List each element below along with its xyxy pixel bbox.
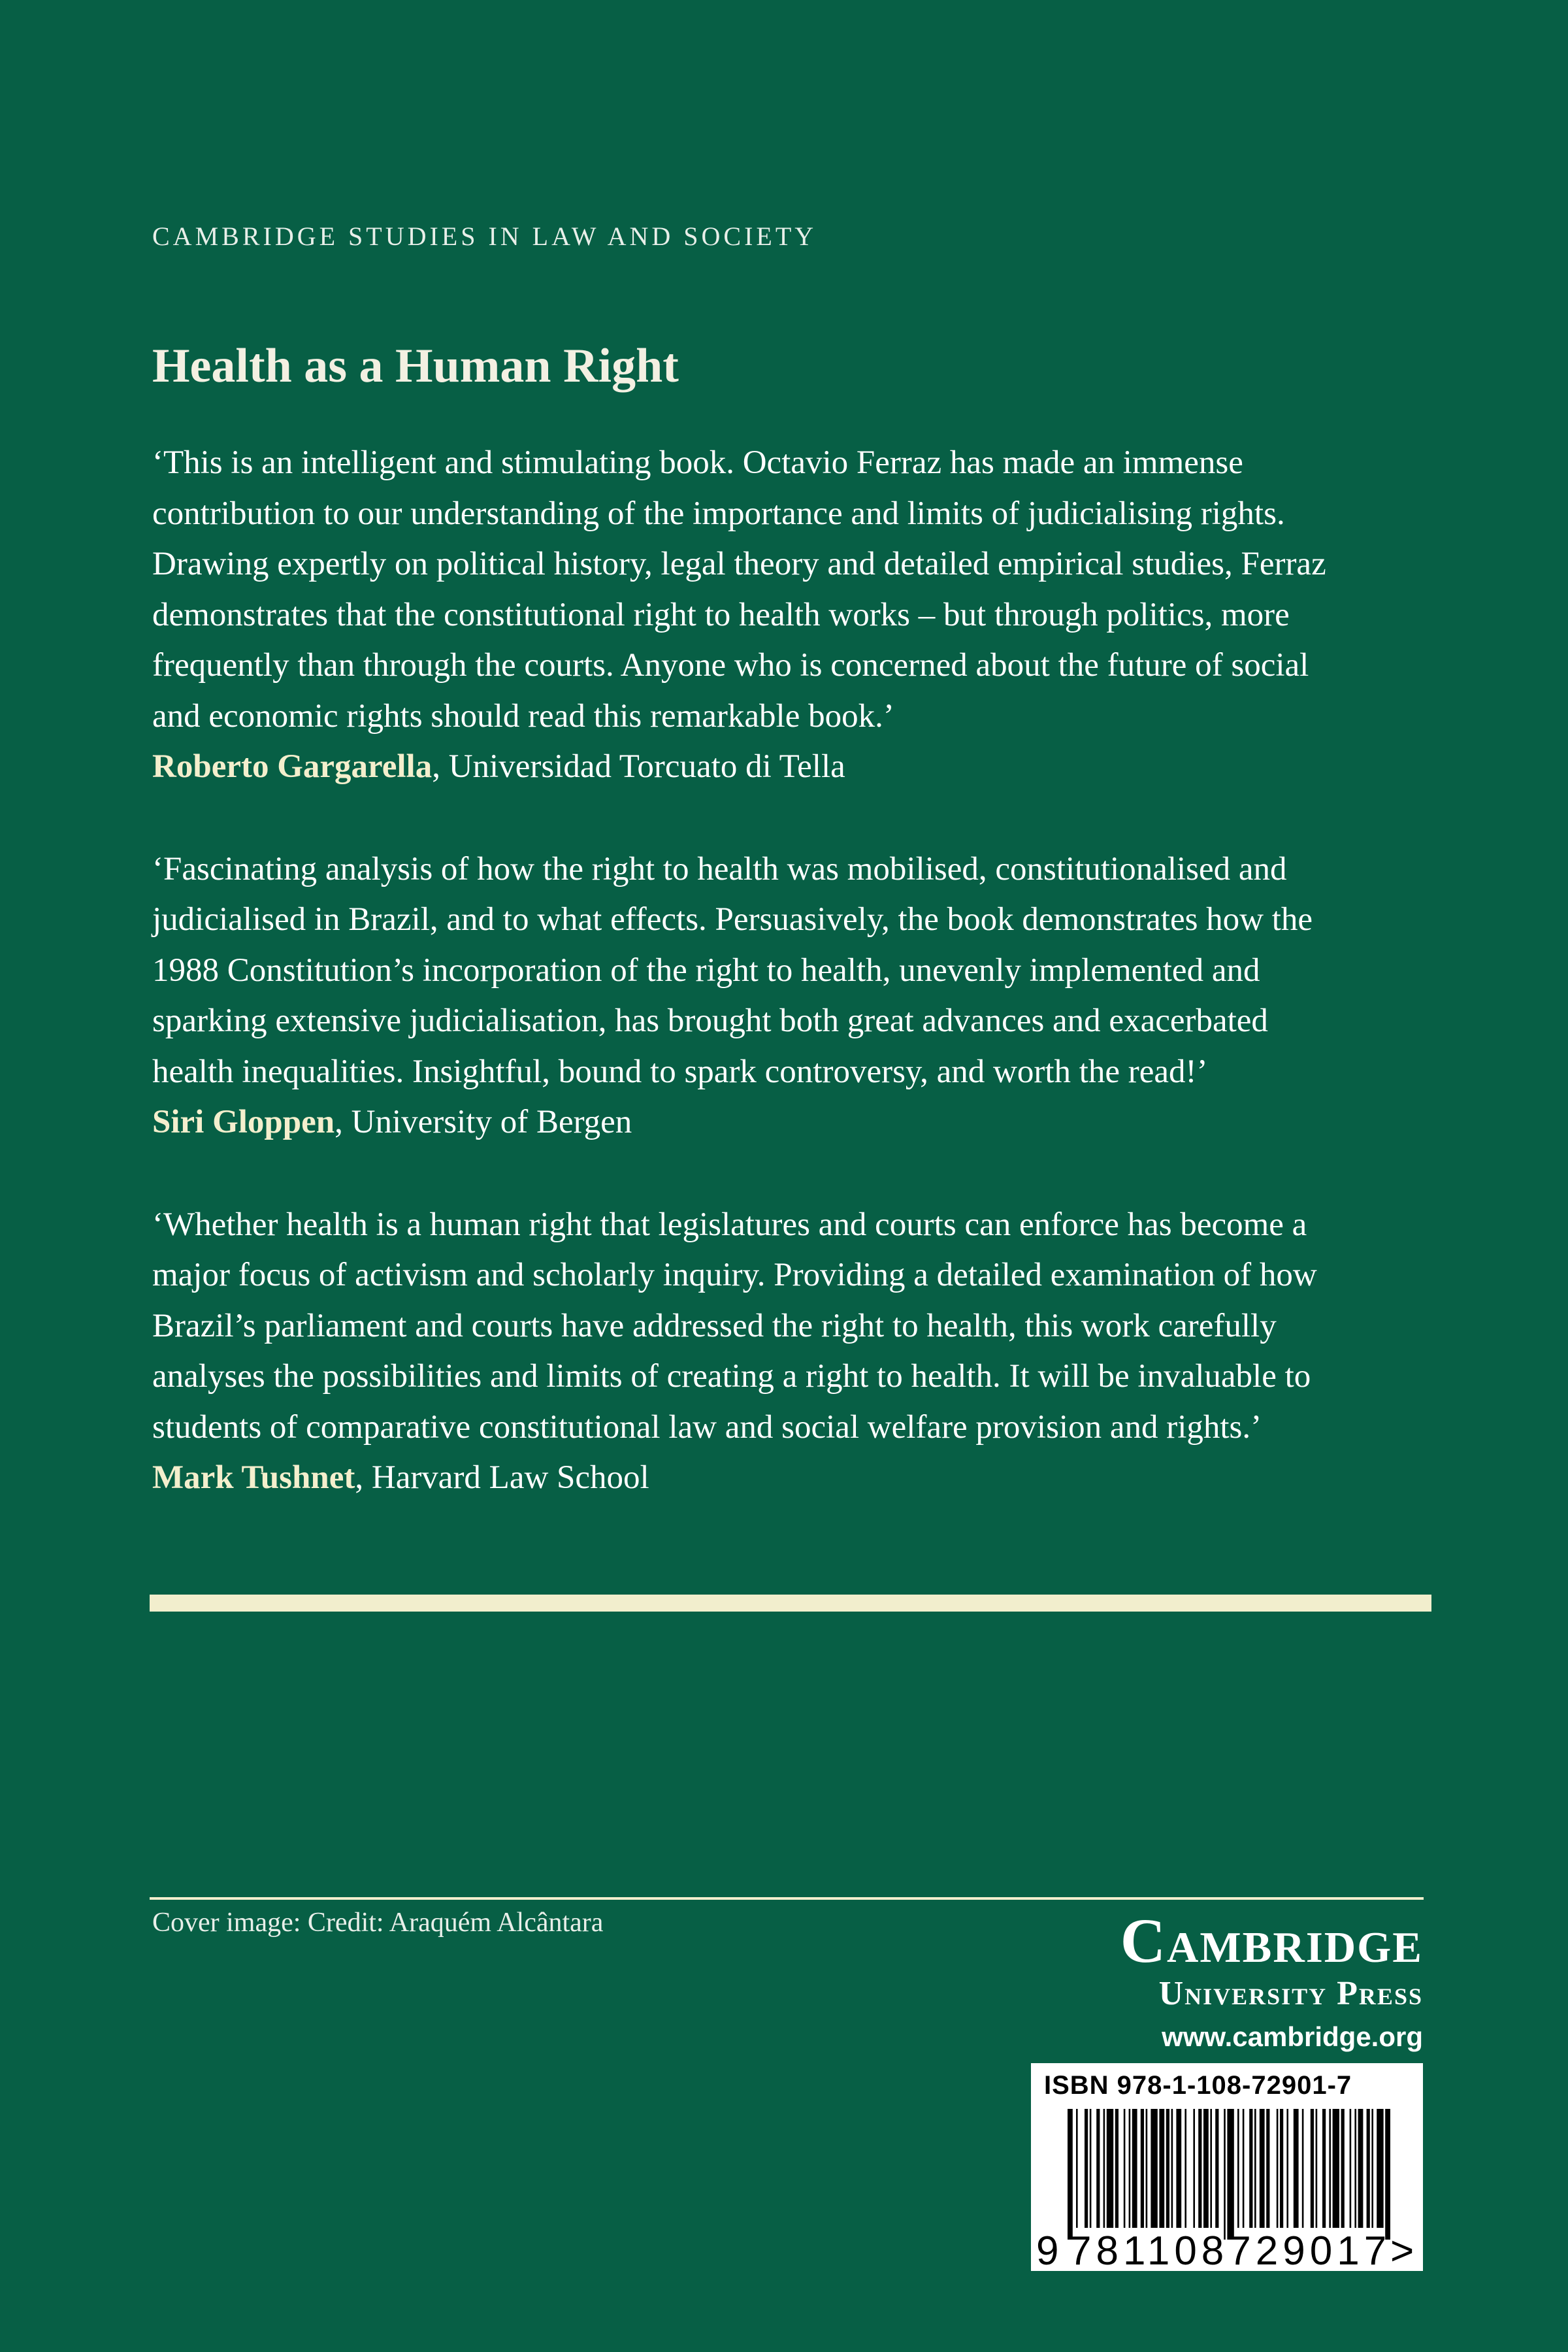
barcode-bar xyxy=(1132,2109,1137,2228)
quote-line: 1988 Constitution’s incorporation of the right to health, unevenly implemented and xyxy=(152,952,1260,989)
endorser-affiliation: , University of Bergen xyxy=(335,1104,632,1140)
publisher-url: www.cambridge.org xyxy=(1162,2021,1423,2052)
barcode-lead-digit: 9 xyxy=(1036,2228,1059,2274)
barcode-bar xyxy=(1215,2109,1218,2228)
divider-thick xyxy=(150,1595,1431,1612)
isbn-number: ISBN 978-1-108-72901-7 xyxy=(1044,2071,1352,2100)
barcode-bar xyxy=(1141,2109,1144,2228)
barcode-bar xyxy=(1151,2109,1157,2228)
barcode-bar xyxy=(1358,2109,1364,2228)
barcode-bar xyxy=(1103,2109,1105,2228)
barcode-bar xyxy=(1159,2109,1164,2228)
barcode-bar xyxy=(1294,2109,1299,2228)
quote-line: students of comparative constitutional law and social welfare provision and rights.’ xyxy=(152,1408,1262,1446)
quote-line: frequently than through the courts. Anyone who is concerned about the future of social xyxy=(152,647,1309,684)
barcode-bar xyxy=(1129,2109,1131,2228)
endorser-name: Roberto Gargarella xyxy=(152,748,433,785)
barcode-bar xyxy=(1210,2109,1212,2228)
barcode-bar xyxy=(1090,2109,1092,2228)
endorsements xyxy=(152,438,1433,1555)
barcode-bar xyxy=(1227,2109,1233,2240)
barcode-bar xyxy=(1333,2109,1339,2228)
endorser-name: Mark Tushnet xyxy=(152,1459,355,1496)
quote-line: and economic rights should read this remarkable book.’ xyxy=(152,697,894,735)
quote-line: health inequalities. Insightful, bound to spark controversy, and worth the read!’ xyxy=(152,1053,1208,1090)
quote-line: Drawing expertly on political history, legal theory and detailed empirical studies, Ferraz xyxy=(152,546,1326,582)
quote-line: demonstrates that the constitutional right to health works – but through politics, more xyxy=(152,596,1290,633)
barcode-bar xyxy=(1224,2109,1226,2240)
barcode-bar xyxy=(1280,2109,1283,2228)
barcode-bar xyxy=(1203,2109,1209,2228)
barcode-bar xyxy=(1350,2109,1352,2228)
book-title: Health as a Human Right xyxy=(152,339,679,393)
isbn-barcode xyxy=(1031,2063,1423,2274)
divider-thin xyxy=(150,1897,1424,1900)
barcode-bar xyxy=(1068,2109,1073,2240)
barcode-bar xyxy=(1302,2109,1304,2228)
publisher-name-text: Cambridge xyxy=(1120,1906,1423,1976)
endorser-affiliation: , Universidad Torcuato di Tella xyxy=(432,748,845,785)
barcode-bar xyxy=(1193,2109,1195,2228)
barcode-bar xyxy=(1311,2109,1314,2228)
quote-line: ‘This is an intelligent and stimulating book. Octavio Ferraz has made an immense xyxy=(152,444,1243,481)
barcode-bar xyxy=(1260,2109,1265,2228)
barcode-bar xyxy=(1322,2109,1326,2228)
barcode-bar xyxy=(1329,2109,1331,2228)
quote-line: analyses the possibilities and limits of creating a right to health. It will be invaluable to xyxy=(152,1358,1311,1395)
endorsement xyxy=(152,438,1433,793)
barcode-bar xyxy=(1198,2109,1201,2228)
barcode-bar xyxy=(1166,2109,1169,2228)
barcode-bar xyxy=(1277,2109,1279,2228)
barcode-arrow: > xyxy=(1390,2228,1414,2274)
barcode-bar xyxy=(1184,2109,1186,2228)
quote-line: ‘Fascinating analysis of how the right to health was mobilised, constitutionalised and xyxy=(152,850,1287,887)
barcode-bar xyxy=(1115,2109,1119,2228)
barcode-bar xyxy=(1146,2109,1148,2228)
cover-credit: Cover image: Credit: Araquém Alcântara xyxy=(152,1908,604,1938)
endorsement xyxy=(152,844,1433,1148)
endorser-name: Siri Gloppen xyxy=(152,1104,335,1140)
barcode-bar xyxy=(1385,2109,1390,2240)
barcode-bar xyxy=(1124,2109,1126,2228)
barcode-bar xyxy=(1237,2109,1239,2228)
endorser-affiliation: , Harvard Law School xyxy=(355,1459,649,1496)
barcode-bar xyxy=(1341,2109,1345,2228)
barcode-bar xyxy=(1266,2109,1269,2228)
publisher-logo xyxy=(1031,1908,1423,2060)
quote-line: judicialised in Brazil, and to what effects. Persuasively, the book demonstrates how the xyxy=(152,901,1313,938)
barcode-bar xyxy=(1107,2109,1113,2228)
barcode-bar xyxy=(1076,2109,1078,2228)
barcode-bar xyxy=(1171,2109,1173,2228)
endorser-attribution xyxy=(152,1453,1433,1504)
quote-line: contribution to our understanding of the importance and limits of judicialising rights. xyxy=(152,495,1285,532)
barcode-bar xyxy=(1367,2109,1370,2228)
series-title: CAMBRIDGE STUDIES IN LAW AND SOCIETY xyxy=(152,222,817,251)
barcode-bar xyxy=(1243,2109,1245,2228)
barcode-bar xyxy=(1316,2109,1318,2228)
publisher-subname-text: University Press xyxy=(1158,1975,1423,2012)
barcode-bar xyxy=(1249,2109,1252,2228)
quote-line: ‘Whether health is a human right that legislatures and courts can enforce has become a xyxy=(152,1206,1307,1243)
barcode-bar xyxy=(1096,2109,1100,2228)
quote-line: major focus of activism and scholarly inquiry. Providing a detailed examination of how xyxy=(152,1257,1317,1293)
barcode-digit-string: 781108729017 xyxy=(1069,2228,1392,2274)
barcode-bar xyxy=(1286,2109,1288,2228)
barcode-bar xyxy=(1377,2109,1383,2228)
publisher-name xyxy=(1031,1908,1423,1974)
endorsement xyxy=(152,1200,1433,1504)
barcode-bar xyxy=(1176,2109,1181,2228)
quote-line: Brazil’s parliament and courts have addressed the right to health, this work carefully xyxy=(152,1307,1277,1344)
barcode-bar xyxy=(1354,2109,1356,2228)
quote-line: sparking extensive judicialisation, has brought both great advances and exacerbated xyxy=(152,1002,1268,1039)
endorser-attribution xyxy=(152,1097,1433,1148)
publisher-subname xyxy=(1031,1974,1423,2014)
barcode-bar xyxy=(1371,2109,1373,2228)
endorser-attribution xyxy=(152,742,1433,793)
barcode-bar xyxy=(1254,2109,1256,2228)
barcode-bar xyxy=(1085,2109,1088,2228)
